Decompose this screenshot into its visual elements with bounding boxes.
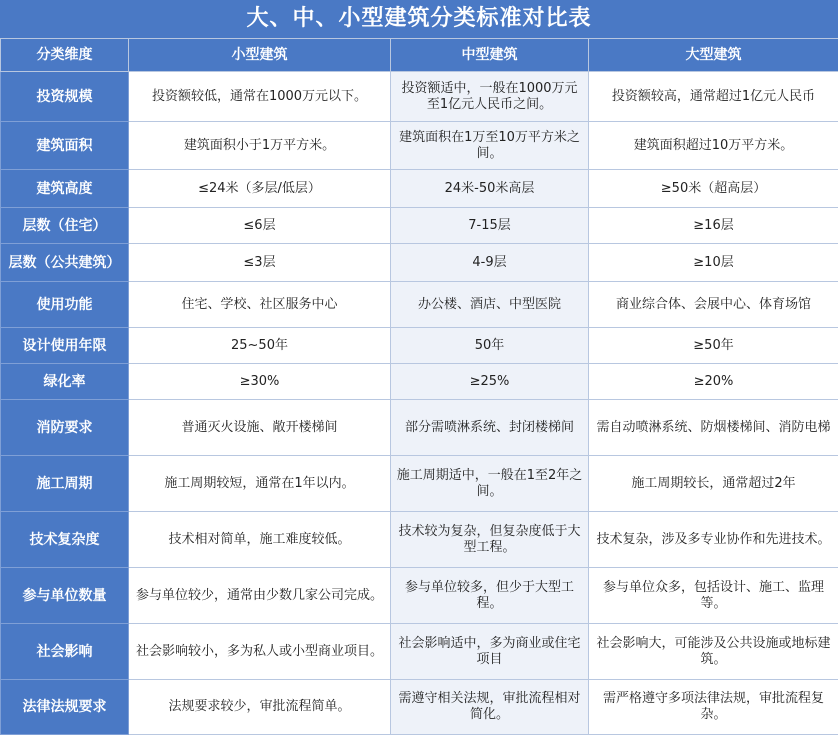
cell-small: 技术相对简单，施工难度较低。 [129,512,391,568]
table-row [1,512,838,568]
row-dimension: 技术复杂度 [1,512,129,568]
cell-medium: ≥25% [391,364,589,400]
table-row [1,568,838,624]
cell-small: ≤3层 [129,244,391,282]
header-row [1,39,838,72]
comparison-table [0,38,838,735]
page-title: 大、中、小型建筑分类标准对比表 [0,0,838,38]
cell-medium: 24米-50米高层 [391,170,589,208]
row-dimension: 使用功能 [1,282,129,328]
cell-small: 参与单位较少，通常由少数几家公司完成。 [129,568,391,624]
table-row [1,170,838,208]
cell-small: 25~50年 [129,328,391,364]
table-row [1,456,838,512]
cell-medium: 施工周期适中，一般在1至2年之间。 [391,456,589,512]
cell-medium: 技术较为复杂，但复杂度低于大型工程。 [391,512,589,568]
cell-large: 建筑面积超过10万平方米。 [589,122,838,170]
cell-medium: 社会影响适中，多为商业或住宅项目 [391,624,589,680]
cell-large: ≥16层 [589,208,838,244]
table-row [1,208,838,244]
table-body [1,72,838,735]
cell-medium: 7-15层 [391,208,589,244]
cell-large: ≥50米（超高层） [589,170,838,208]
cell-large: 需严格遵守多项法律法规，审批流程复杂。 [589,680,838,735]
row-dimension: 设计使用年限 [1,328,129,364]
cell-large: 技术复杂，涉及多专业协作和先进技术。 [589,512,838,568]
cell-large: ≥50年 [589,328,838,364]
header-small: 小型建筑 [129,39,391,72]
cell-medium: 建筑面积在1万至10万平方米之间。 [391,122,589,170]
cell-medium: 4-9层 [391,244,589,282]
row-dimension: 投资规模 [1,72,129,122]
row-dimension: 参与单位数量 [1,568,129,624]
table-row [1,122,838,170]
cell-small: 施工周期较短，通常在1年以内。 [129,456,391,512]
cell-large: ≥10层 [589,244,838,282]
cell-large: 参与单位众多，包括设计、施工、监理等。 [589,568,838,624]
cell-medium: 参与单位较多，但少于大型工程。 [391,568,589,624]
cell-small: 普通灭火设施、敞开楼梯间 [129,400,391,456]
cell-large: 投资额较高，通常超过1亿元人民币 [589,72,838,122]
table-row [1,624,838,680]
table-row [1,244,838,282]
cell-small: 社会影响较小，多为私人或小型商业项目。 [129,624,391,680]
row-dimension: 层数（住宅） [1,208,129,244]
row-dimension: 社会影响 [1,624,129,680]
row-dimension: 建筑高度 [1,170,129,208]
cell-small: 建筑面积小于1万平方米。 [129,122,391,170]
header-dimension: 分类维度 [1,39,129,72]
table-row [1,72,838,122]
header-large: 大型建筑 [589,39,838,72]
cell-large: ≥20% [589,364,838,400]
cell-medium: 办公楼、酒店、中型医院 [391,282,589,328]
cell-small: 住宅、学校、社区服务中心 [129,282,391,328]
cell-large: 施工周期较长，通常超过2年 [589,456,838,512]
cell-medium: 部分需喷淋系统、封闭楼梯间 [391,400,589,456]
cell-small: ≤6层 [129,208,391,244]
cell-medium: 投资额适中，一般在1000万元至1亿元人民币之间。 [391,72,589,122]
cell-large: 需自动喷淋系统、防烟楼梯间、消防电梯 [589,400,838,456]
cell-small: 法规要求较少，审批流程简单。 [129,680,391,735]
cell-large: 商业综合体、会展中心、体育场馆 [589,282,838,328]
cell-large: 社会影响大，可能涉及公共设施或地标建筑。 [589,624,838,680]
table-row [1,680,838,735]
cell-medium: 50年 [391,328,589,364]
row-dimension: 施工周期 [1,456,129,512]
cell-small: ≥30% [129,364,391,400]
row-dimension: 绿化率 [1,364,129,400]
cell-small: ≤24米（多层/低层） [129,170,391,208]
row-dimension: 法律法规要求 [1,680,129,735]
table-row [1,400,838,456]
row-dimension: 层数（公共建筑） [1,244,129,282]
header-medium: 中型建筑 [391,39,589,72]
cell-small: 投资额较低，通常在1000万元以下。 [129,72,391,122]
table-row [1,364,838,400]
row-dimension: 消防要求 [1,400,129,456]
row-dimension: 建筑面积 [1,122,129,170]
cell-medium: 需遵守相关法规，审批流程相对简化。 [391,680,589,735]
table-row [1,328,838,364]
table-row [1,282,838,328]
